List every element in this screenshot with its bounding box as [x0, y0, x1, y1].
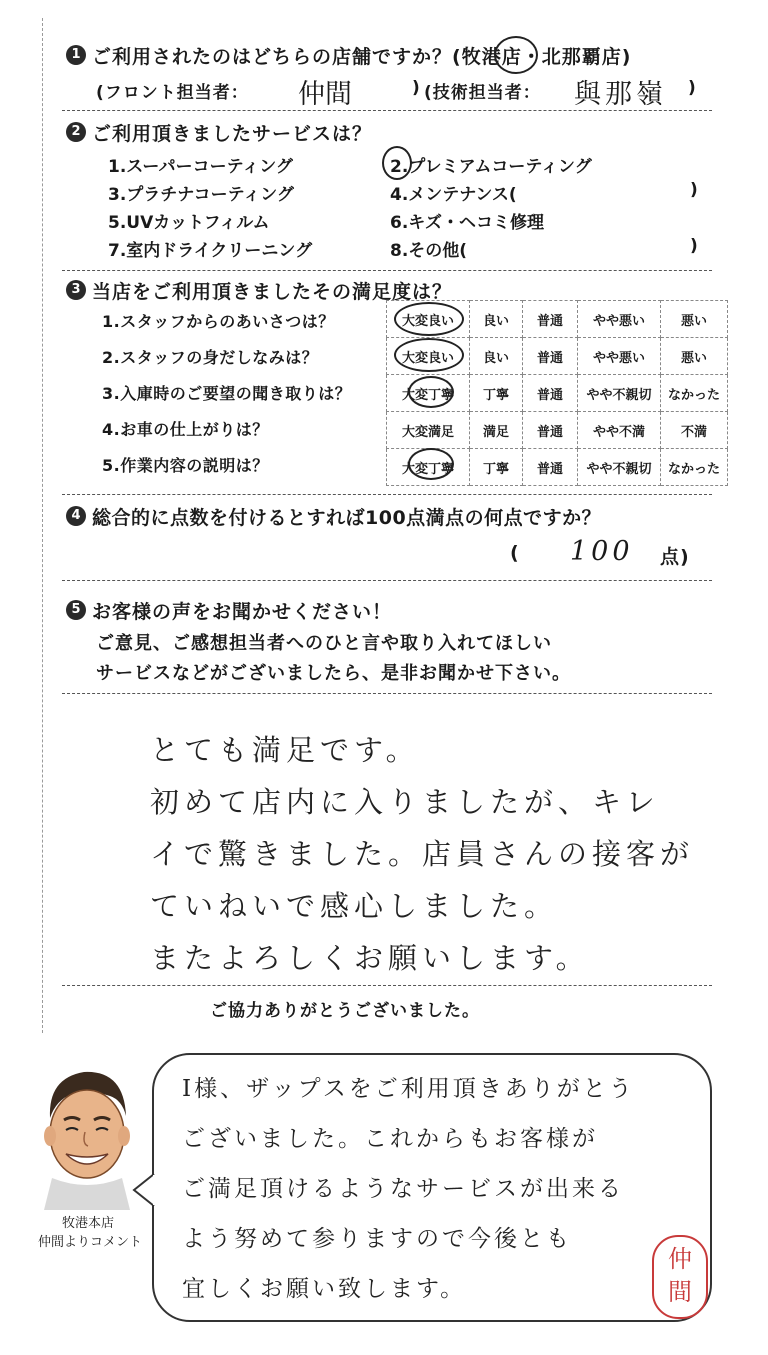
staff-reply-line: よう努めて参りますので今後とも [182, 1226, 572, 1252]
tech-staff-label: (技術担当者： [424, 83, 541, 103]
store-makiminato: 牧港店 [461, 46, 522, 68]
rating-cell: 普通 [523, 301, 578, 338]
customer-comment-line: ていねいで感心しました。 [150, 889, 559, 923]
rating-cell: 普通 [523, 449, 578, 486]
staff-reply-line: ございました。これからもお客様が [182, 1126, 598, 1152]
front-staff-name: 仲間 [298, 79, 352, 110]
rating-cell: やや悪い [578, 301, 661, 338]
separator-dot: ・ [521, 46, 542, 68]
q5-instruction: サービスなどがございましたら、是非お聞かせ下さい。 [96, 663, 571, 684]
q5-question: お客様の声をお聞かせください！ [92, 601, 393, 623]
rating-cell: 大変丁寧 [387, 375, 470, 412]
rating-cell: 満足 [470, 412, 523, 449]
q4-question: 総合的に点数を付けるとすれば100点満点の何点ですか？ [92, 507, 602, 529]
service-paren: ) [690, 180, 698, 200]
q2-question: ご利用頂きましたサービスは？ [92, 123, 373, 145]
rating-cell: 丁寧 [470, 375, 523, 412]
bubble-tail [132, 1172, 158, 1208]
customer-comment-line: とても満足です。 [150, 733, 420, 767]
rating-question: 1.スタッフからのあいさつは？ [102, 312, 335, 331]
rating-cell: 大変丁寧 [387, 449, 470, 486]
rating-cell: 普通 [523, 412, 578, 449]
q1-question [92, 42, 631, 69]
rating-cell: なかった [661, 449, 728, 486]
rating-question: 3.入庫時のご要望の聞き取りは？ [102, 384, 352, 403]
rating-cell: 大変良い [387, 301, 470, 338]
divider [62, 985, 712, 986]
selected-circle [382, 146, 412, 180]
service-option: 4.メンテナンス( [390, 185, 517, 205]
rating-cell: やや不親切 [578, 449, 661, 486]
service-option: 5.UVカットフィルム [108, 213, 270, 233]
divider [62, 110, 712, 111]
rating-cell: やや不親切 [578, 375, 661, 412]
rating-cell: やや悪い [578, 338, 661, 375]
score-value: 100 [570, 536, 634, 567]
service-paren: ) [690, 236, 698, 256]
divider [62, 693, 712, 694]
selected-circle [408, 376, 454, 408]
question-number-2: 2 [66, 122, 86, 142]
staff-caption [38, 1212, 143, 1250]
selected-circle [394, 338, 464, 372]
staff-caption-name: 仲間よりコメント [38, 1235, 143, 1250]
staff-reply-line: ご満足頂けるようなサービスが出来る [182, 1176, 624, 1202]
store-kitanaha: 北那覇店 [541, 46, 622, 68]
tech-staff-name: 與那嶺 [574, 79, 667, 110]
q5-instruction: ご意見、ご感想担当者へのひと言や取り入れてほしい [96, 633, 552, 654]
rating-question: 4.お車の仕上がりは？ [102, 420, 269, 439]
rating-cell: 大変満足 [387, 412, 470, 449]
score-open-paren: ( [510, 542, 520, 564]
rating-question: 5.作業内容の説明は？ [102, 456, 269, 475]
rating-cell: 悪い [661, 301, 728, 338]
customer-comment-line: イで驚きました。店員さんの接客が [150, 837, 695, 871]
selected-circle [408, 448, 454, 480]
question-number-3: 3 [66, 280, 86, 300]
front-close-paren: ) [412, 78, 421, 98]
rating-cell: やや不満 [578, 412, 661, 449]
question-number-4: 4 [66, 506, 86, 526]
stamp-text: 仲間 [668, 1245, 692, 1306]
front-staff-label: (フロント担当者： [96, 83, 249, 103]
rating-cell: 良い [470, 301, 523, 338]
q1-question-text: ご利用されたのはどちらの店舗ですか？( [92, 46, 462, 68]
selected-circle [394, 302, 464, 336]
question-number-5: 5 [66, 600, 86, 620]
service-option: 3.プラチナコーティング [108, 185, 294, 205]
rating-cell: 普通 [523, 375, 578, 412]
rating-cell: 普通 [523, 338, 578, 375]
divider [62, 270, 712, 271]
name-stamp [652, 1235, 708, 1319]
divider [62, 580, 712, 581]
rating-cell: 良い [470, 338, 523, 375]
service-option: 7.室内ドライクリーニング [108, 241, 313, 261]
rating-cell: 大変良い [387, 338, 470, 375]
service-option: 2.プレミアムコーティング [390, 157, 592, 177]
rating-cell: 不満 [661, 412, 728, 449]
service-option: 6.キズ・ヘコミ修理 [390, 213, 544, 233]
rating-question: 2.スタッフの身だしなみは？ [102, 348, 319, 367]
staff-reply-line: 宜しくお願い致します。 [182, 1276, 467, 1302]
tech-close-paren: ) [688, 78, 697, 98]
service-option: 8.その他( [390, 241, 468, 261]
rating-cell: 丁寧 [470, 449, 523, 486]
customer-comment-line: 初めて店内に入りましたが、キレ [150, 785, 660, 819]
rating-cell: 悪い [661, 338, 728, 375]
q3-question: 当店をご利用頂きましたその満足度は？ [92, 281, 453, 303]
rating-row [387, 412, 728, 449]
customer-comment-line: またよろしくお願いします。 [150, 941, 590, 975]
selected-circle [494, 36, 538, 74]
service-option: 1.スーパーコーティング [108, 157, 293, 177]
q1-close-paren: ) [621, 46, 632, 68]
staff-avatar [32, 1060, 142, 1210]
score-unit: 点) [660, 546, 690, 568]
thanks-message: ご協力ありがとうございました。 [210, 1001, 480, 1021]
divider [62, 494, 712, 495]
staff-reply-line: I様、ザップスをご利用頂きありがとう [182, 1076, 635, 1102]
staff-caption-store: 牧港本店 [61, 1216, 114, 1231]
rating-cell: なかった [661, 375, 728, 412]
question-number-1: 1 [66, 45, 86, 65]
